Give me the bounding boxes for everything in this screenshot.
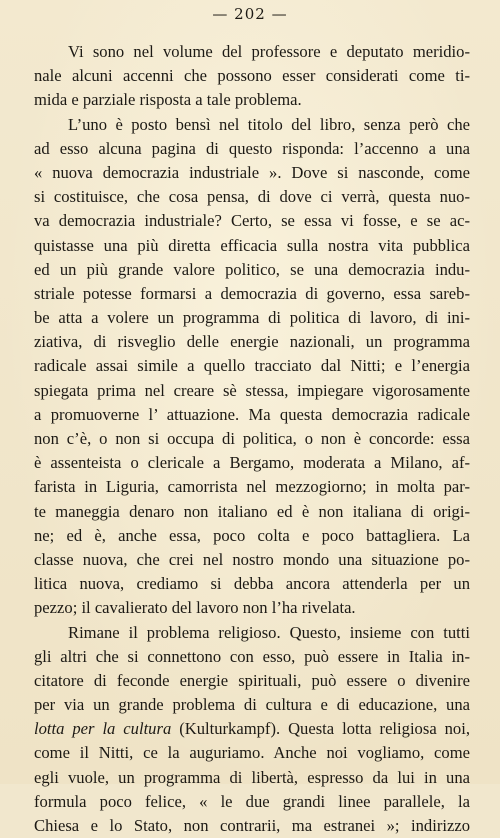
- text-line: be atta a volere un programma di politica di lavoro, di ini-: [34, 306, 470, 330]
- text-line: Vi sono nel volume del professore e deputato meridio-: [34, 40, 470, 64]
- text-line: è assenteista o clericale a Bergamo, moderata a Milano, af-: [34, 451, 470, 475]
- text-line: spiegata prima nel creare sè stessa, impiegare vigorosamente: [34, 379, 470, 403]
- text-line: va democrazia industriale? Certo, se essa vi fosse, e se ac-: [34, 209, 470, 233]
- text-line-emphasis: [34, 717, 470, 741]
- text-line: classe nuova, che crei nel nostro mondo una situazione po-: [34, 548, 470, 572]
- text-line: te maneggia denaro non italiano ed è non italiana di origi-: [34, 500, 470, 524]
- text-line: mida e parziale risposta a tale problema.: [34, 88, 470, 112]
- text-line: Rimane il problema religioso. Questo, insieme con tutti: [34, 621, 470, 645]
- text-line: ad esso alcuna pagina di questo risponda: l’accenno a una: [34, 137, 470, 161]
- paragraph-2: [34, 113, 470, 621]
- text-line: ne; ed è, anche essa, poco colta e poco battagliera. La: [34, 524, 470, 548]
- body-text: [34, 40, 470, 838]
- text-line: a promuoverne l’ attuazione. Ma questa democrazia radicale: [34, 403, 470, 427]
- text-line: gli altri che si connettono con esso, può essere in Italia in-: [34, 645, 470, 669]
- text-line: egli vuole, un programma di libertà, espresso da lui in una: [34, 766, 470, 790]
- text-line: « nuova democrazia industriale ». Dove si nasconde, come: [34, 161, 470, 185]
- text-line: come il Nitti, ce la auguriamo. Anche noi vogliamo, come: [34, 741, 470, 765]
- text-line: radicale assai simile a quello tracciato dal Nitti; e l’energia: [34, 354, 470, 378]
- text-line: ziativa, di risveglio delle energie nazionali, un programma: [34, 330, 470, 354]
- text-line: Chiesa e lo Stato, non contrarii, ma estranei »; indirizzo: [34, 814, 470, 838]
- text-line: citatore di feconde energie spirituali, può essere o divenire: [34, 669, 470, 693]
- italic-phrase: lotta per la cultura: [34, 719, 171, 738]
- text-line: nale alcuni accenni che possono esser considerati come ti-: [34, 64, 470, 88]
- page-number: — 202 —: [0, 4, 500, 24]
- text-line: litica nuova, crediamo si debba ancora attenderla per un: [34, 572, 470, 596]
- text-line: farista in Liguria, camorrista nel mezzogiorno; in molta par-: [34, 475, 470, 499]
- paragraph-1: [34, 40, 470, 113]
- text-line: formula poco felice, « le due grandi linee parallele, la: [34, 790, 470, 814]
- text-fragment: (Kulturkampf). Questa lotta religiosa noi,: [171, 719, 470, 738]
- text-line: L’uno è posto bensì nel titolo del libro, senza però che: [34, 113, 470, 137]
- paragraph-3: [34, 621, 470, 838]
- text-line: non c’è, o non si occupa di politica, o non è concorde: essa: [34, 427, 470, 451]
- text-line: si costituisce, che cosa pensa, di dove ci verrà, questa nuo-: [34, 185, 470, 209]
- text-line: quistasse una più diretta efficacia sulla nostra vita pubblica: [34, 234, 470, 258]
- text-line: ed un più grande valore politico, se una democrazia indu-: [34, 258, 470, 282]
- text-line: per via un grande problema di cultura e di educazione, una: [34, 693, 470, 717]
- text-line: pezzo; il cavalierato del lavoro non l’ha rivelata.: [34, 596, 470, 620]
- text-line: striale potesse formarsi a democrazia di governo, essa sareb-: [34, 282, 470, 306]
